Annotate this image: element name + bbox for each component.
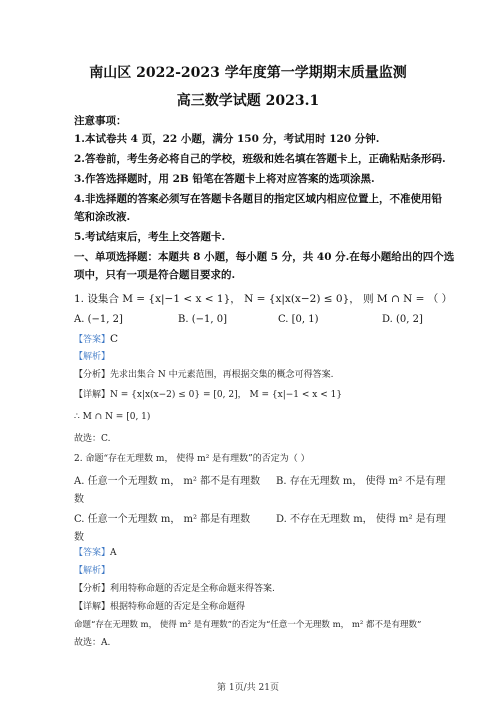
analysis-tag: 【解析】: [74, 566, 111, 576]
q2-fenxi: 【分析】利用特称命题的否定是全称命题来得答案.: [74, 584, 275, 594]
document-subtitle: 高三数学试题 2023.1: [176, 93, 320, 109]
q2-option-a: A. 任意一个无理数 m， m² 都不是有理数: [74, 476, 261, 487]
q1-option-a: A. (−1, 2]: [74, 314, 123, 325]
q2-answer-row: [74, 546, 434, 560]
answer-tag: 【答案】: [74, 548, 111, 558]
section-heading-cont: 项中，只有一项是符合题目要求的.: [74, 269, 236, 281]
q1-xiangjie: 【详解】N = {x|x(x−2) ≤ 0} = [0, 2]， M = {x|−1 < x < 1}: [74, 390, 343, 400]
q2-option-d: D. 不存在无理数 m， 使得 m² 是有理: [276, 514, 446, 525]
note-item: 3.作答选择题时，用 2B 铅笔在答题卡上将对应答案的选项涂黑.: [74, 173, 375, 185]
analysis-tag: 【解析】: [74, 352, 111, 362]
note-item: 1.本试卷共 4 页，22 小题，满分 150 分，考试用时 120 分钟.: [74, 133, 380, 145]
q1-answer: C: [110, 333, 119, 345]
q2-option-c: C. 任意一个无理数 m， m² 都是有理数: [74, 514, 251, 525]
q1-therefore: ∴ M ∩ N = [0, 1): [74, 412, 151, 422]
note-item: 2.答卷前，考生务必将自己的学校，班级和姓名填在答题卡上，正确粘贴条形码.: [74, 153, 446, 165]
q2-option-d-cont: 数: [74, 532, 84, 543]
q1-option-c: C. [0, 1): [278, 314, 319, 325]
q2-stem: 2. 命题“存在无理数 m， 使得 m² 是有理数”的否定为（ ）: [74, 454, 310, 464]
note-item: 笔和涂改液.: [74, 211, 131, 223]
q1-fenxi: 【分析】先求出集合 N 中元素范围，再根据交集的概念可得答案.: [74, 370, 334, 380]
q1-option-d: D. (0, 2]: [382, 314, 423, 325]
q2-option-b-cont: 数: [74, 494, 84, 505]
q2-detail: 命题“存在无理数 m， 使得 m² 是有理数”的否定为“任意一个无理数 m， m² 都不是有理数”: [74, 620, 422, 630]
q1-answer-row: [74, 332, 434, 347]
note-item: 4.非选择题的答案必须写在答题卡各题目的指定区域内相应位置上，不准使用铅: [74, 193, 442, 205]
q2-answer: A: [110, 548, 117, 558]
q1-conclusion: 故选：C.: [74, 434, 111, 444]
q1-stem: 1. 设集合 M = {x|−1 < x < 1}， N = {x|x(x−2) ≤ 0}， 则 M ∩ N = （ ）: [74, 293, 453, 305]
q2-conclusion: 故选：A.: [74, 638, 111, 648]
document-title: 南山区 2022-2023 学年度第一学期期末质量监测: [89, 65, 407, 81]
page-footer: 第 1页/共 21页: [217, 683, 279, 693]
q2-option-b: B. 存在无理数 m， 使得 m² 不是有理: [276, 476, 446, 487]
answer-tag: 【答案】: [74, 335, 111, 345]
q1-option-b: B. (−1, 0]: [178, 314, 227, 325]
note-item: 5.考试结束后，考生上交答题卡.: [74, 231, 226, 243]
section-heading: 一、单项选择题：本题共 8 小题，每小题 5 分，共 40 分.在每小题给出的四个选: [74, 251, 455, 263]
notes-heading: 注意事项：: [74, 115, 127, 127]
q2-xiangjie: 【详解】根据特称命题的否定是全称命题得: [74, 602, 246, 612]
